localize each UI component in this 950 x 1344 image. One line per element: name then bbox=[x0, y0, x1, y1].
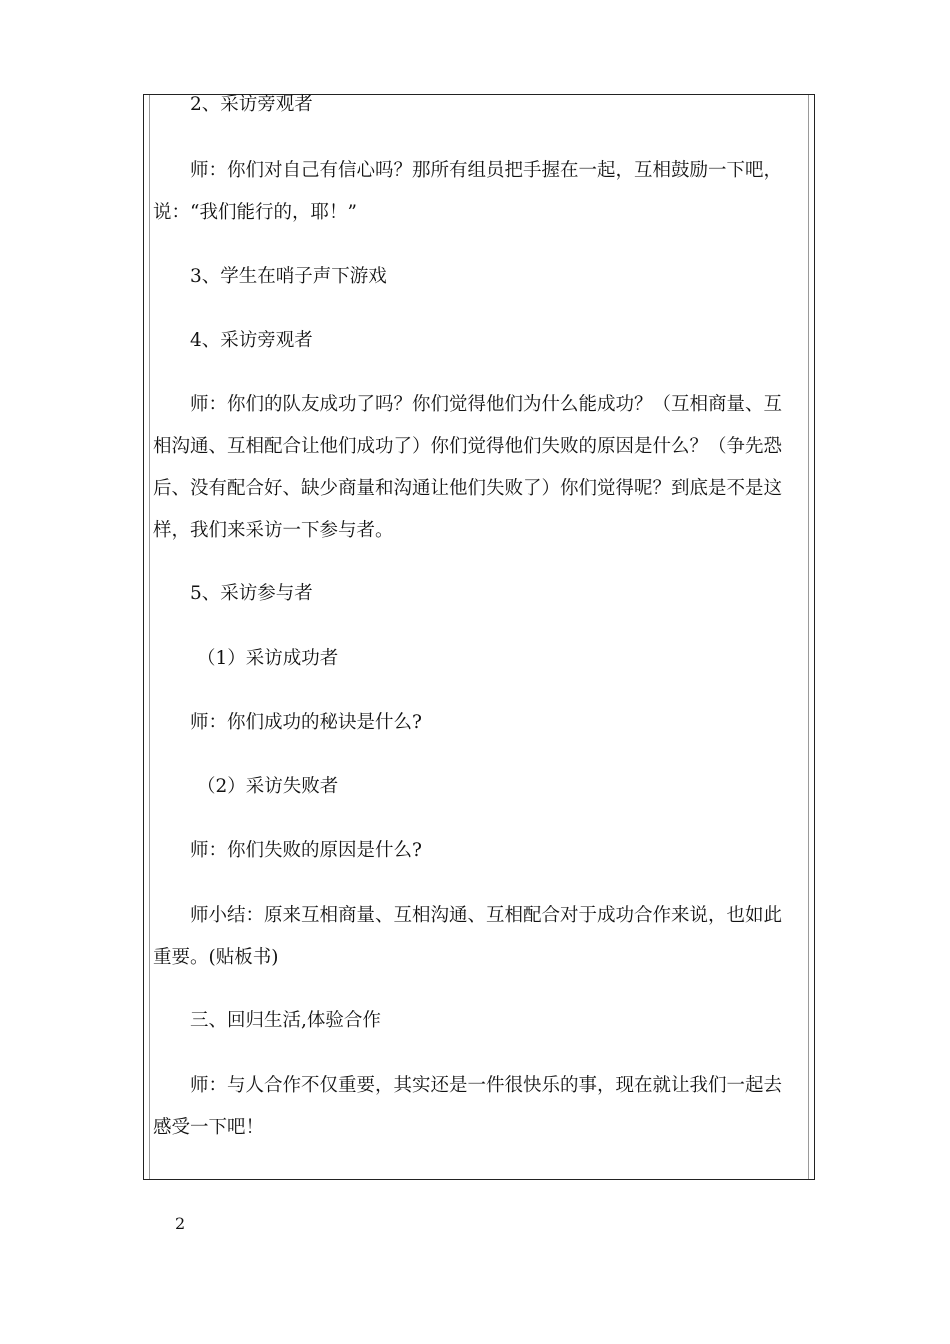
teacher-closing-line-2: 感受一下吧！ bbox=[153, 1117, 265, 1138]
sub-step-2: （2）采访失败者 bbox=[197, 776, 339, 797]
teacher-summary-line-2: 重要。(贴板书) bbox=[153, 947, 279, 968]
teacher-line-confidence-cont: 说：“我们能行的，耶！” bbox=[153, 202, 357, 223]
teacher-question-line-2: 相沟通、互相配合让他们成功了）你们觉得他们失败的原因是什么？（争先恐 bbox=[153, 436, 783, 457]
teacher-failure-question: 师：你们失败的原因是什么? bbox=[190, 840, 422, 861]
teacher-summary-line-1: 师小结：原来互相商量、互相沟通、互相配合对于成功合作来说，也如此 bbox=[190, 905, 783, 926]
page-number: 2 bbox=[175, 1214, 186, 1233]
step-3-heading: 3、学生在哨子声下游戏 bbox=[190, 266, 387, 287]
sub-step-1: （1）采访成功者 bbox=[197, 648, 339, 669]
teacher-success-question: 师：你们成功的秘诀是什么? bbox=[190, 712, 422, 733]
section-3-heading: 三、回归生活,体验合作 bbox=[190, 1010, 381, 1031]
teacher-question-line-4: 样，我们来采访一下参与者。 bbox=[153, 520, 394, 541]
step-5-heading: 5、采访参与者 bbox=[190, 583, 313, 604]
teacher-question-line-1: 师：你们的队友成功了吗？你们觉得他们为什么能成功？（互相商量、互 bbox=[190, 394, 783, 415]
step-2-heading: 2、采访旁观者 bbox=[190, 94, 313, 115]
step-4-heading: 4、采访旁观者 bbox=[190, 330, 313, 351]
teacher-question-line-3: 后、没有配合好、缺少商量和沟通让他们失败了）你们觉得呢？到底是不是这 bbox=[153, 478, 783, 499]
teacher-closing-line-1: 师：与人合作不仅重要，其实还是一件很快乐的事，现在就让我们一起去 bbox=[190, 1075, 783, 1096]
teacher-line-confidence: 师：你们对自己有信心吗？那所有组员把手握在一起，互相鼓励一下吧， bbox=[190, 160, 783, 181]
